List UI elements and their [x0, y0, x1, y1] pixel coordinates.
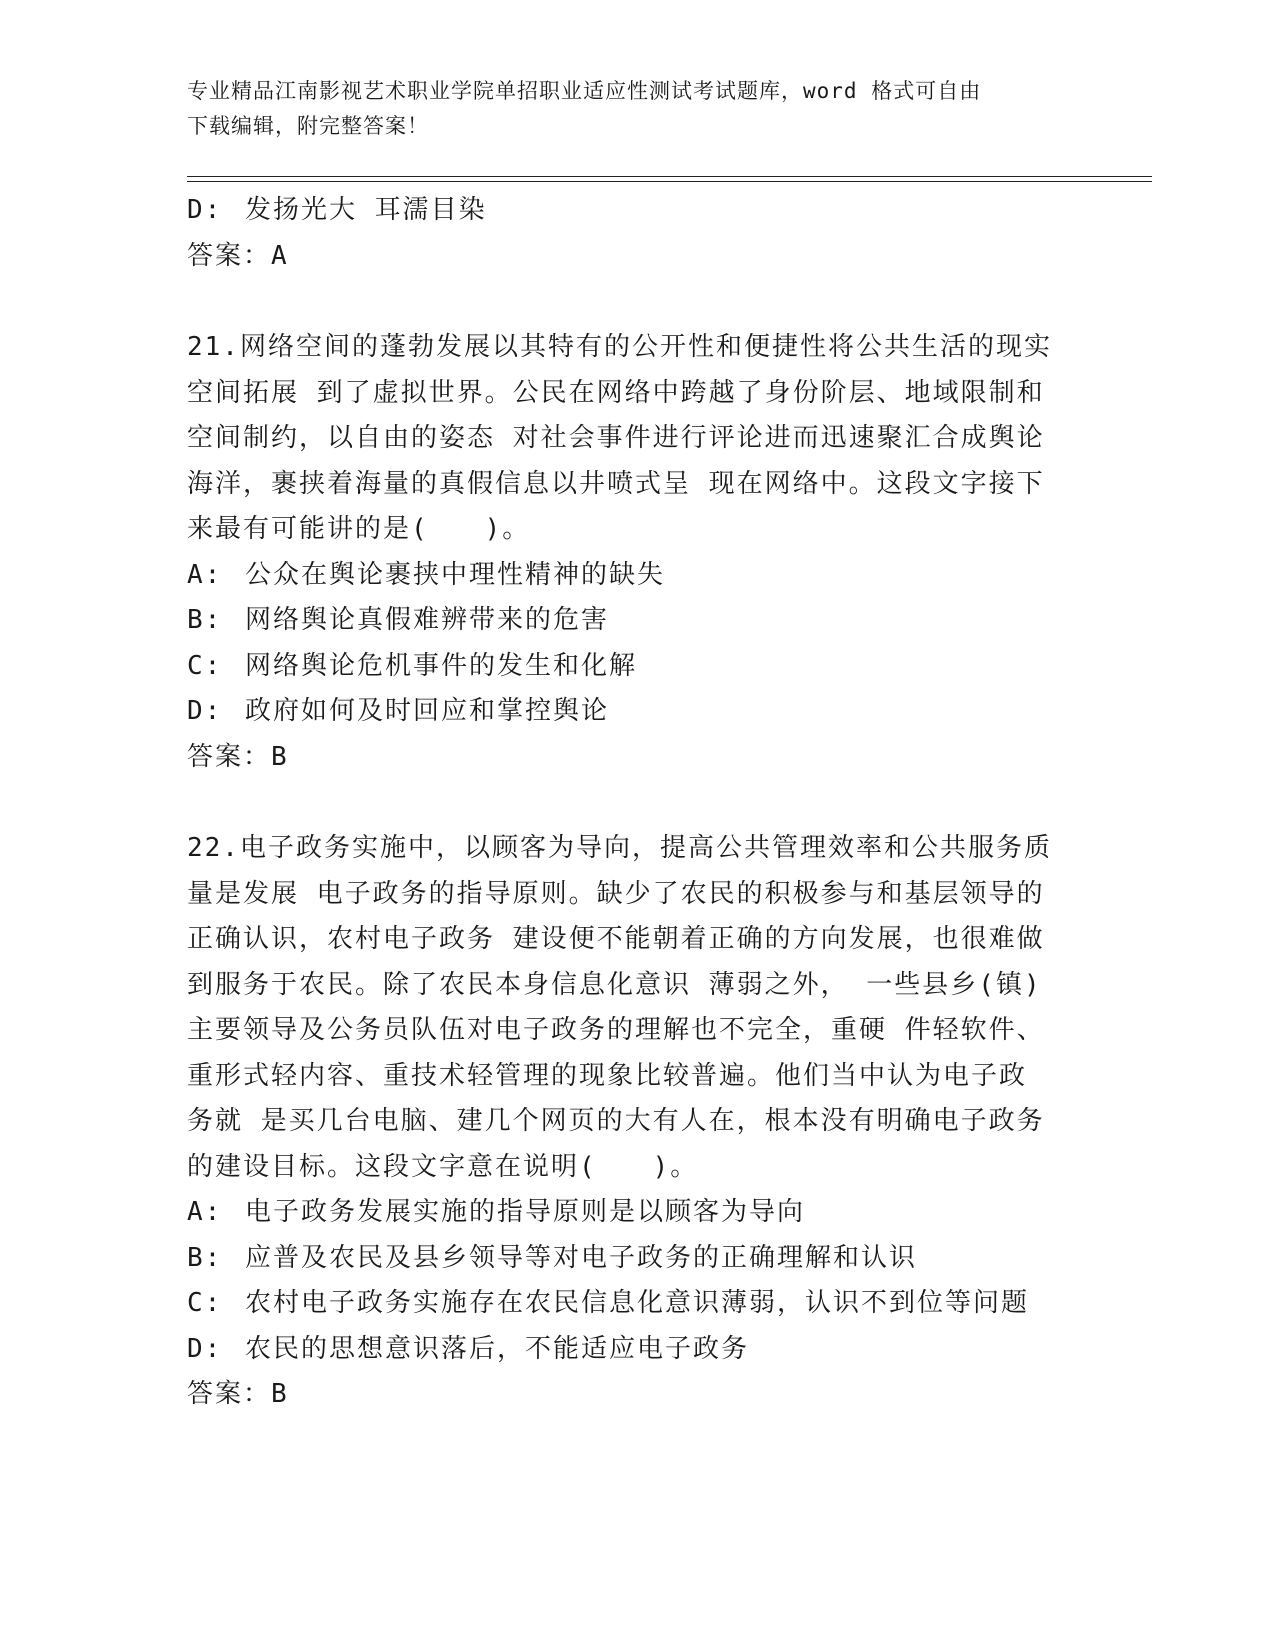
option-key: B:	[187, 1242, 223, 1273]
prev-question-tail	[187, 188, 1087, 279]
option-key: D:	[187, 195, 223, 225]
question-21	[187, 325, 1087, 780]
option-text: 发扬光大 耳濡目染	[245, 195, 487, 225]
option-key: D:	[187, 696, 223, 726]
header-divider-top	[187, 176, 1152, 177]
header-divider-bottom	[187, 181, 1152, 182]
option-a	[187, 553, 1087, 599]
option-text: 农村电子政务实施存在农民信息化意识薄弱，认识不到位等问题	[245, 1288, 1030, 1318]
question-stem	[187, 325, 1087, 553]
option-key: A:	[187, 1197, 223, 1227]
option-b	[187, 598, 1087, 644]
stem-line: 21.网络空间的蓬勃发展以其特有的公开性和便捷性将公共生活的现实	[187, 332, 1052, 362]
stem-line: 的建设目标。这段文字意在说明( )。	[187, 1151, 699, 1182]
header-line-2: 下载编辑，附完整答案！	[187, 114, 429, 138]
stem-line: 海洋，裹挟着海量的真假信息以井喷式呈 现在网络中。这段文字接下	[187, 468, 1045, 499]
option-d	[187, 689, 1087, 735]
option-a	[187, 1190, 1087, 1236]
stem-line: 正确认识，农村电子政务 建设便不能朝着正确的方向发展，也很难做	[187, 924, 1045, 954]
option-key: C:	[187, 1288, 223, 1318]
stem-line: 重形式轻内容、重技术轻管理的现象比较普遍。他们当中认为电子政	[187, 1060, 1028, 1091]
option-d	[187, 1327, 1087, 1373]
option-text: 公众在舆论裹挟中理性精神的缺失	[245, 559, 666, 590]
option-text: 网络舆论危机事件的发生和化解	[245, 650, 638, 681]
stem-line: 主要领导及公务员队伍对电子政务的理解也不完全，重硬 件轻软件、	[187, 1015, 1045, 1045]
stem-line: 务就 是买几台电脑、建几个网页的大有人在，根本没有明确电子政务	[187, 1106, 1045, 1136]
question-content	[187, 188, 1087, 1418]
option-text: 农民的思想意识落后，不能适应电子政务	[245, 1333, 750, 1364]
stem-line: 空间拓展 到了虚拟世界。公民在网络中跨越了身份阶层、地域限制和	[187, 377, 1045, 408]
stem-line: 空间制约，以自由的姿态 对社会事件进行评论进而迅速聚汇合成舆论	[187, 423, 1045, 453]
option-text: 网络舆论真假难辨带来的危害	[245, 605, 610, 635]
stem-line: 到服务于农民。除了农民本身信息化意识 薄弱之外， 一些县乡(镇)	[187, 969, 1042, 1000]
option-c	[187, 644, 1087, 690]
option-b	[187, 1236, 1087, 1282]
page-header	[187, 74, 1067, 144]
stem-line: 来最有可能讲的是( )。	[187, 514, 531, 544]
answer-line: 答案：B	[187, 1379, 289, 1409]
option-key: B:	[187, 605, 223, 635]
question-stem	[187, 826, 1087, 1190]
question-gap	[187, 279, 1087, 325]
option-key: C:	[187, 650, 223, 681]
option-text: 政府如何及时回应和掌控舆论	[245, 696, 610, 726]
header-line-1: 专业精品江南影视艺术职业学院单招职业适应性测试考试题库，word 格式可自由	[187, 79, 982, 103]
question-22	[187, 826, 1087, 1418]
question-gap	[187, 780, 1087, 826]
option-d	[187, 188, 1087, 234]
option-text: 应普及农民及县乡领导等对电子政务的正确理解和认识	[245, 1242, 918, 1273]
option-key: A:	[187, 559, 223, 590]
stem-line: 量是发展 电子政务的指导原则。缺少了农民的积极参与和基层领导的	[187, 878, 1045, 909]
option-text: 电子政务发展实施的指导原则是以顾客为导向	[245, 1197, 806, 1227]
answer-line: 答案：B	[187, 741, 289, 772]
option-key: D:	[187, 1333, 223, 1364]
option-c	[187, 1281, 1087, 1327]
answer-line: 答案：A	[187, 240, 289, 271]
stem-line: 22.电子政务实施中，以顾客为导向，提高公共管理效率和公共服务质	[187, 833, 1052, 863]
